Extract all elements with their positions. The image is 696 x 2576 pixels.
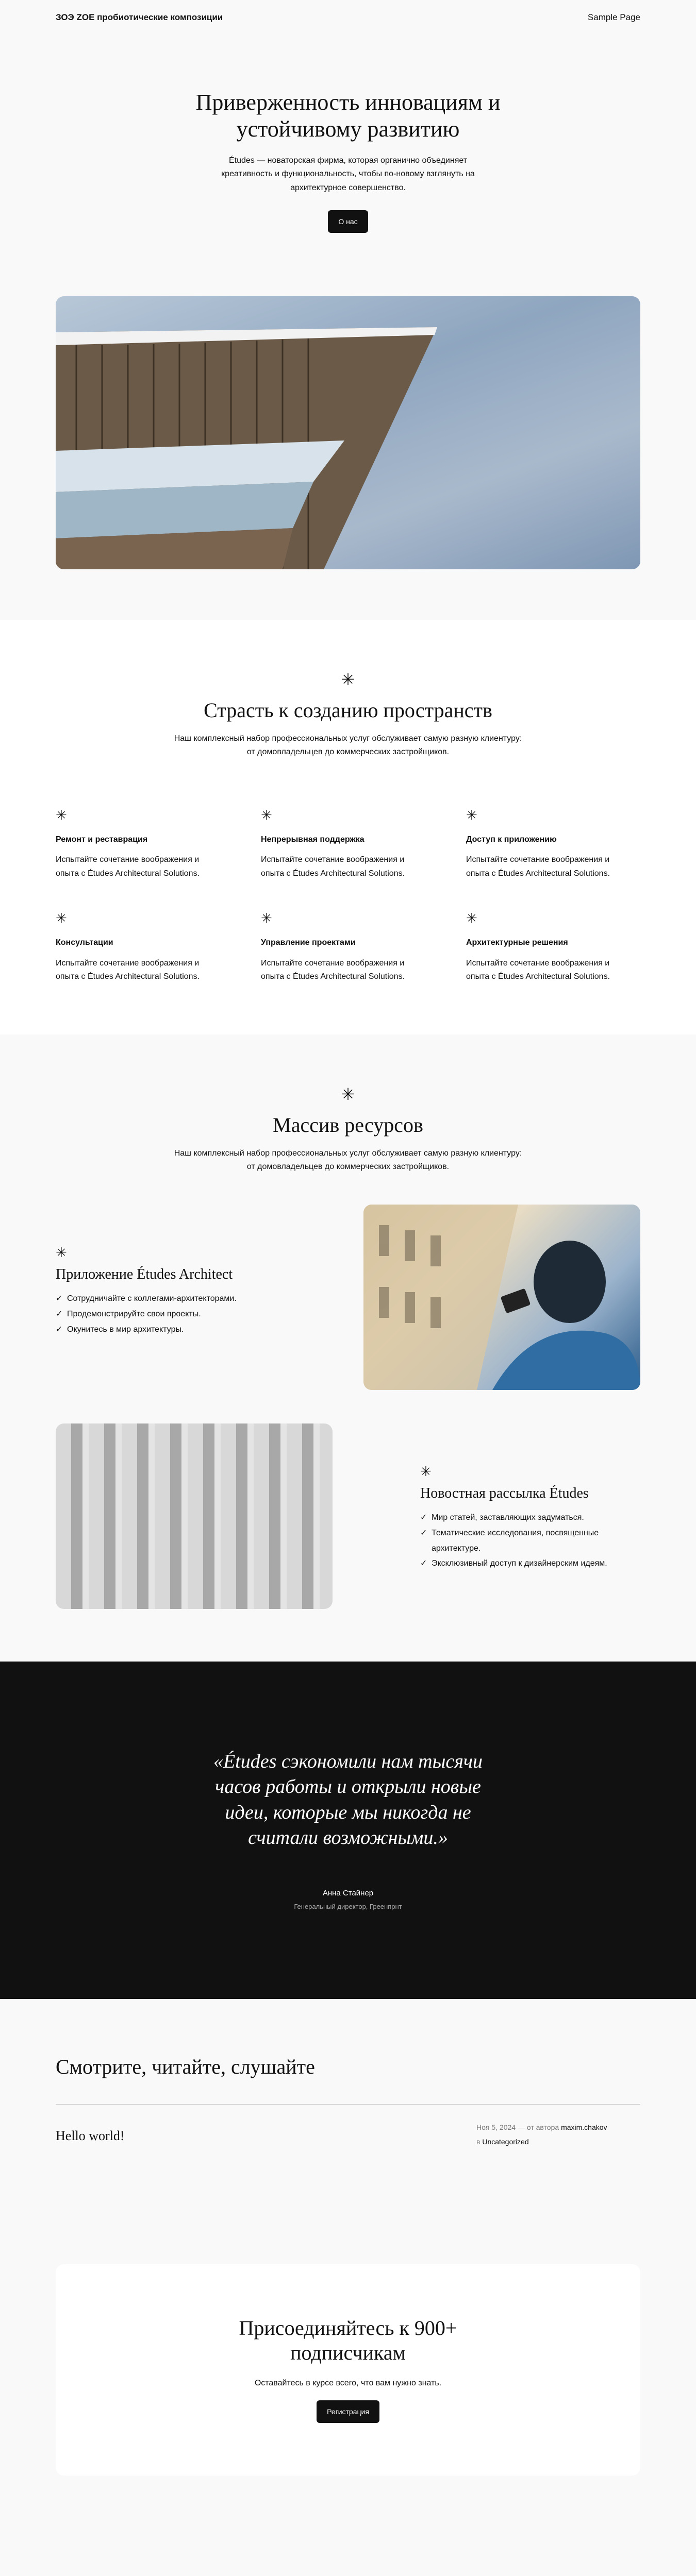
list-item: ✓ Эксклюзивный доступ к дизайнерским идеям.: [420, 1556, 637, 1571]
service-text: Испытайте сочетание воображения и опыта с Études Architectural Solutions.: [466, 855, 610, 878]
service-text: Испытайте сочетание воображения и опыта с Études Architectural Solutions.: [466, 958, 610, 981]
asterisk-icon: ✳: [341, 1085, 355, 1104]
post-author-link[interactable]: maxim.chakov: [561, 2123, 607, 2131]
service-text: Испытайте сочетание воображения и опыта с Études Architectural Solutions.: [261, 958, 405, 981]
list-item: ✓ Сотрудничайте с коллегами-архитекторами.: [56, 1291, 272, 1307]
services-lead: Наш комплексный набор профессиональных услуг обслуживает самую разную клиентуру: от домовладельцев до коммерческих застройщиков.: [174, 734, 522, 757]
service-card: [261, 911, 435, 984]
nav-sample-page[interactable]: Sample Page: [587, 12, 640, 23]
divider: [56, 2104, 640, 2105]
testimonial-quote: «Études сэкономили нам тысячи часов работы и открыли новые идеи, которые мы никогда не считали возможными.»: [213, 1751, 483, 1849]
app-feature-title: Приложение Études Architect: [56, 1266, 233, 1282]
app-feature: [56, 1246, 272, 1337]
building-facade-image: [56, 1423, 333, 1609]
services-grid: [56, 808, 640, 984]
asterisk-icon: ✳: [261, 807, 272, 823]
asterisk-icon: ✳: [466, 910, 477, 926]
service-title: Доступ к приложению: [466, 835, 557, 844]
hero-title: Приверженность инновациям и устойчивому развитию: [195, 90, 501, 142]
resources-title: Массив ресурсов: [273, 1113, 423, 1137]
testimonial-section: [0, 1662, 696, 1999]
service-card: [466, 808, 640, 880]
site-header: [56, 0, 640, 35]
service-text: Испытайте сочетание воображения и опыта с Études Architectural Solutions.: [56, 855, 200, 878]
hero-section: [0, 35, 696, 620]
asterisk-icon: ✳: [56, 910, 67, 926]
register-button[interactable]: Регистрация: [317, 2400, 379, 2423]
service-card: [56, 808, 230, 880]
list-item: ✓ Тематические исследования, посвященные архитектуре.: [420, 1526, 637, 1556]
asterisk-icon: ✳: [261, 910, 272, 926]
asterisk-icon: ✳: [56, 807, 67, 823]
service-title: Ремонт и реставрация: [56, 835, 148, 844]
post-category-prefix: в: [476, 2138, 480, 2146]
posts-section: [56, 1999, 640, 2264]
newsletter-feature-title: Новостная рассылка Études: [420, 1485, 589, 1501]
service-card: [56, 911, 230, 984]
posts-title: Смотрите, читайте, слушайте: [56, 2055, 315, 2078]
list-item: ✓ Окунитесь в мир архитектуры.: [56, 1322, 272, 1337]
service-text: Испытайте сочетание воображения и опыта с Études Architectural Solutions.: [56, 958, 200, 981]
newsletter-cta-text: Оставайтесь в курсе всего, что вам нужно знать.: [254, 2379, 442, 2387]
newsletter-card: [56, 2264, 640, 2476]
testimonial-role: Генеральный директор, Греенпрнт: [294, 1902, 402, 1910]
hero-text: Études — новаторская фирма, которая органично объединяет креативность и функциональность, чтобы по-новому взглянуть на архитектурное совершенство.: [221, 156, 475, 192]
photo-illustration: [363, 1205, 640, 1390]
about-button[interactable]: О нас: [328, 210, 368, 233]
app-feature-row: [56, 1205, 640, 1390]
testimonial-author: Анна Стайнер: [322, 1888, 374, 1897]
app-feature-list: [56, 1291, 272, 1337]
post-date: Ноя 5, 2024: [476, 2123, 516, 2131]
post-item: [56, 2120, 640, 2149]
list-item: ✓ Мир статей, заставляющих задуматься.: [420, 1510, 637, 1526]
post-title-link[interactable]: Hello world!: [56, 2128, 125, 2143]
newsletter-feature-row: [56, 1423, 640, 1609]
post-meta: [476, 2120, 640, 2149]
newsletter-feature: [420, 1465, 637, 1571]
service-title: Архитектурные решения: [466, 938, 568, 947]
asterisk-icon: ✳: [466, 807, 477, 823]
service-card: [466, 911, 640, 984]
newsletter-cta-title: Присоединяйтесь к 900+ подписчикам: [239, 2316, 457, 2364]
person-photographing-building-image: [363, 1205, 640, 1390]
hero-building-image: [56, 296, 640, 569]
newsletter-feature-list: [420, 1510, 637, 1571]
service-card: [261, 808, 435, 880]
post-meta-separator: — от автора: [517, 2123, 559, 2131]
service-title: Управление проектами: [261, 938, 356, 947]
service-title: Консультации: [56, 938, 113, 947]
building-illustration: [56, 296, 640, 569]
resources-lead: Наш комплексный набор профессиональных услуг обслуживает самую разную клиентуру: от домовладельцев до коммерческих застройщиков.: [174, 1149, 522, 1172]
services-title: Страсть к созданию пространств: [204, 699, 492, 722]
asterisk-icon: ✳: [341, 670, 355, 689]
site-title[interactable]: ЗОЭ ZOE пробиотические композиции: [56, 12, 223, 23]
asterisk-icon: ✳: [56, 1245, 67, 1260]
service-title: Непрерывная поддержка: [261, 835, 364, 844]
newsletter-cta-section: [56, 2264, 640, 2576]
resources-section: [0, 1035, 696, 1662]
list-item: ✓ Продемонстрируйте свои проекты.: [56, 1307, 272, 1322]
asterisk-icon: ✳: [420, 1464, 432, 1479]
services-section: [0, 620, 696, 1035]
post-category-link[interactable]: Uncategorized: [482, 2138, 529, 2146]
service-text: Испытайте сочетание воображения и опыта с Études Architectural Solutions.: [261, 855, 405, 878]
